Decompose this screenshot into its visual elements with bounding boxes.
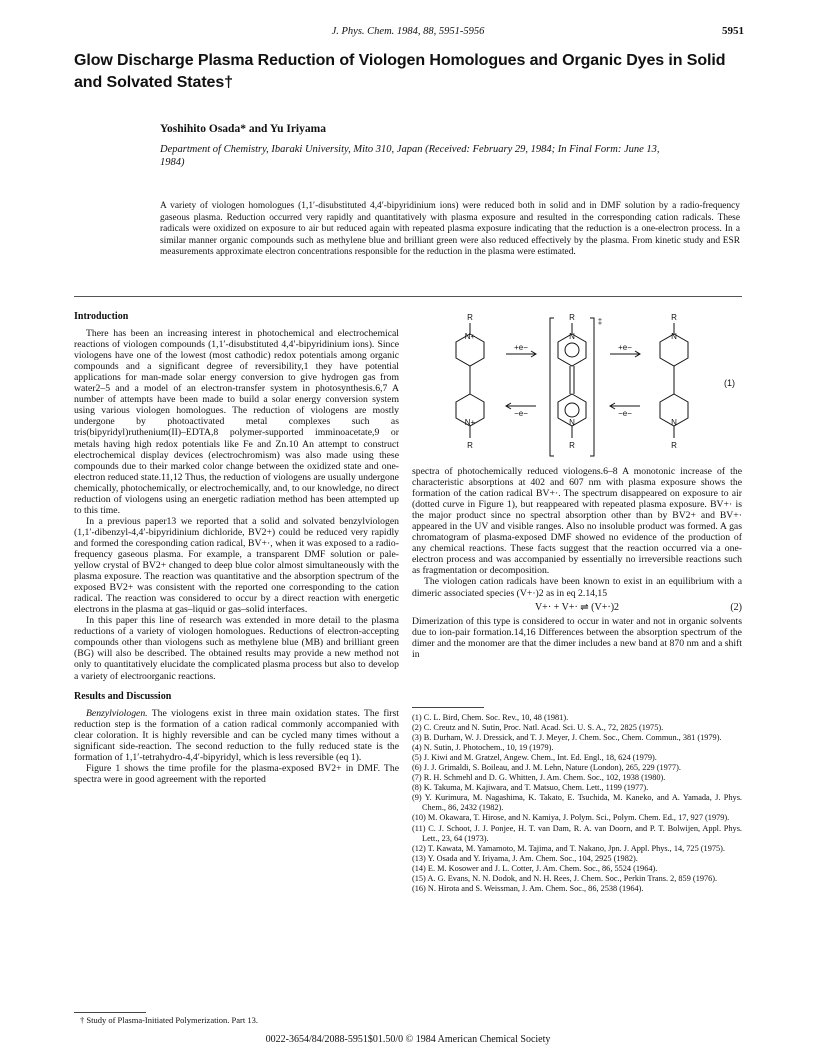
abstract: A variety of viologen homologues (1,1′-disubstituted 4,4′-bipyridinium ions) were reduced both in solid and in DMF solution by a radio-frequency gaseous plasma. Reduction occurred very rapidly and quantitatively with plasma exposure and resulted in the corresponding cation radicals. These radicals were oxidized on exposure to air but reduced again with repeated plasma exposure indicating that the reduction is a one-electron process. In a similar manner organic compounds such as methylene blue and brilliant green were also reduced effectively by the plasma. From kinetic study and ESR measurements approximate electron concentrations responsible for the reduction in the plasma were estimated.: [160, 201, 740, 258]
reference-item: (12) T. Kawata, M. Yamamoto, M. Tajima, and T. Nakano, Jpn. J. Appl. Phys., 14, 725 (1975).: [412, 843, 725, 853]
reference-item: (3) B. Durham, W. J. Dressick, and T. J. Meyer, J. Chem. Soc., Chem. Commun., 381 (1979).: [412, 733, 722, 743]
intro-paragraph-3: In this paper this line of research was extended in more detail to the plasma reductions of a variety of viologen homologues. Reductions of electron-accepting compounds other than viologens such as methylene blue (MB) and brilliant green (BG) will also be described. The obtained results may provide a new method not only to quantitatively elucidate the complicated plasma process but also to develop a variety of electroorganic reactions.: [74, 615, 399, 682]
equation-2-number: (2): [730, 601, 742, 613]
eq1-r-label-4: R: [569, 441, 575, 450]
running-header: J. Phys. Chem. 1984, 88, 5951-5956: [331, 26, 485, 37]
equation-1-scheme: [412, 310, 742, 460]
reference-item: (1) C. L. Bird, Chem. Soc. Rev., 10, 48 (1981).: [412, 713, 569, 722]
eq1-n-label-4: N: [671, 418, 677, 427]
reference-item: (16) N. Hirota and S. Weissman, J. Am. Chem. Soc., 86, 2538 (1964).: [412, 883, 644, 893]
section-heading-introduction: Introduction: [74, 311, 129, 322]
eq1-n-label-1: N: [569, 332, 575, 341]
abstract-divider: [74, 296, 742, 297]
eq1-r-label-2: R: [467, 441, 473, 450]
eq1-r-label-6: R: [671, 441, 677, 450]
eq1-dagger-label: ‡: [597, 317, 603, 326]
intro-paragraph-2: In a previous paper13 we reported that a solid and solvated benzylviologen (1,1′-dibenzyl-4,4′-bipyridinium dichloride, BV2+) could be reduced very rapidly and formed the coresponding cation radical, BV+·, when it was exposed to a radio-frequency gaseous plasma. For example, a transparent DMF solution or pale-yellow crystal of BV2+ changed to deep blue color almost simultaneously with the plasma exposure. The reaction was quantitative and the absorption spectrum of the exposed BV2+ was consistent with the reported one corresponding to the cation radical. The reaction was considered to occur by a direct reaction with energetic electrons in the plasma at gas–liquid or gas–solid interfaces.: [74, 515, 399, 616]
reference-item: (5) J. Kiwi and M. Gratzel, Angew. Chem., Int. Ed. Engl., 18, 624 (1979).: [412, 753, 657, 763]
eq1-r-label-5: R: [671, 313, 677, 322]
eq1-r-label-1: R: [467, 313, 473, 322]
references-divider: [412, 707, 484, 708]
eq1-plus-e-label-2: +e−: [618, 343, 632, 352]
page-number: 5951: [722, 25, 744, 37]
affiliation: Department of Chemistry, Ibaraki University, Mito 310, Japan (Received: February 29, 1984; In Final Form: June 13, 1984): [160, 144, 660, 168]
equation-1-number: (1): [724, 378, 735, 388]
results-paragraph-1: [74, 708, 399, 763]
results-paragraph-1-text: The viologens exist in three main oxidation states. The first reduction step is the formation of a cation radical commonly accompanied with clear coloration. It is highly reversible and can be cycled many times without a significant side-reaction. The second reduction to the fully reduced state is the formation of 1,1′-tetrahydro-4,4′-bipyridyl, which is less reversible (eq 1).: [74, 707, 399, 763]
right-paragraph-1: spectra of photochemically reduced viologens.6–8 A monotonic increase of the characteristic absorptions at 402 and 607 nm with plasma exposure shows the formation of the cation radical BV+·. The spectrum disappeared on exposure to air (dotted curve in Figure 1), but reappeared with repeated plasma exposure. BV+· is the major product since no spectral absorption other than by BV2+ and BV+· appeared in the UV and visible ranges. Also no insoluble product was formed. A gas chromatogram of plasma-exposed DMF showed no evidence of the production of any chemical reactions. These facts suggest that the reaction occurred via a one-electron process and was accompanied by essentially no irreversible reactions such as fragmentation or decomposition.: [412, 466, 742, 577]
paper-title: Glow Discharge Plasma Reduction of Viologen Homologues and Organic Dyes in Solid and Solvated States†: [74, 52, 726, 91]
viologen-redox-structures: [412, 310, 742, 460]
eq1-plus-e-label-1: +e−: [514, 343, 528, 352]
results-run-in-heading: Benzylviologen.: [86, 707, 148, 719]
section-gap: [74, 682, 399, 691]
authors: Yoshihito Osada* and Yu Iriyama: [160, 123, 326, 135]
equation-2: [412, 602, 742, 613]
reference-item: (4) N. Sutin, J. Photochem., 10, 19 (1979).: [412, 743, 554, 753]
right-paragraph-3: Dimerization of this type is considered to occur in water and not in organic solvents due to ion-pair formation.14,16 Differences between the absorption spectrum of the dimer and the monomer are that the dimer includes a new band at 870 nm and a shift in: [412, 615, 742, 660]
equation-2-text: V+· + V+· ⇌ (V+·)2: [534, 601, 620, 613]
eq1-n-label-2: N: [569, 418, 575, 427]
right-column: [412, 466, 742, 660]
reference-item: (9) Y. Kurimura, M. Nagashima, K. Takato, E. Tsuchida, M. Kaneko, and A. Yamada, J. Phys. Chem., 86, 2432 (1982).: [412, 793, 742, 813]
reference-item: (14) E. M. Kosower and J. L. Cotter, J. Am. Chem. Soc., 86, 5524 (1964).: [412, 863, 658, 873]
references-list: [412, 713, 742, 894]
footnote: † Study of Plasma-Initiated Polymerization. Part 13.: [80, 1015, 259, 1025]
eq1-n-label-3: N: [671, 332, 677, 341]
reference-item: (2) C. Creutz and N. Sutin, Proc. Natl. Acad. Sci. U. S. A., 72, 2825 (1975).: [412, 723, 664, 733]
eq1-nplus-label-1: N+: [464, 332, 476, 341]
reference-item: (6) J. J. Grimaldi, S. Boileau, and J. M. Lehn, Nature (London), 265, 229 (1977).: [412, 763, 681, 773]
left-column: [74, 311, 399, 785]
reference-item: (10) M. Okawara, T. Hirose, and N. Kamiya, J. Polym. Sci., Polym. Chem. Ed., 17, 927 (1979).: [412, 813, 730, 823]
right-paragraph-2: The viologen cation radicals have been known to exist in an equilibrium with a dimeric associated species (V+·)2 as in eq 2.14,15: [412, 576, 742, 599]
eq1-r-label-3: R: [569, 313, 575, 322]
footnote-divider: [74, 1012, 146, 1013]
reference-item: (8) K. Takuma, M. Kajiwara, and T. Matsuo, Chem. Lett., 1199 (1977).: [412, 783, 649, 793]
reference-item: (7) R. H. Schmehl and D. G. Whitten, J. Am. Chem. Soc., 102, 1938 (1980).: [412, 773, 666, 783]
reference-item: (13) Y. Osada and Y. Iriyama, J. Am. Chem. Soc., 104, 2925 (1982).: [412, 853, 638, 863]
reference-item: (15) A. G. Evans, N. N. Dodok, and N. H. Rees, J. Chem. Soc., Perkin Trans. 2, 859 (1976).: [412, 873, 718, 883]
page-footer: 0022-3654/84/2088-5951$01.50/0 © 1984 American Chemical Society: [265, 1034, 551, 1045]
eq1-minus-e-label-2: −e−: [618, 409, 632, 418]
intro-paragraph-1: There has been an increasing interest in photochemical and electrochemical reactions of viologen compounds (1,1′-disubstituted 4,4′-bipyridinium ions). Since viologens have one of the lowest (most cathodic) redox potentials among organic compounds and a significant degree of reversibility,1 they have potential applications for man-made solar energy conversion to give hydrogen gas from water2–5 and a model of an electron-transfer system in photosynthesis.6,7 A number of attempts have been made to build a solar energy conversion system using various viologen homologues. The reduction of viologens are mostly undergone by photoactivated metal complexes such as tris(bipyridyl)ruthenium(II)–EDTA,8 polymer-supported imminoacetate,9 or metals having high redox potentials like Fe and Zn.10 An attempt to construct electrochemical display devices (electrochromism) was also made using these compounds due to their marked color change between the oxidized state and one-electron reduced state.11,12 Thus, the reduction of viologens are usually undergone chemically, photochemically, or electrochemically, and, to our knowledge, no direct reduction of viologens using an energetic radiation method has been attempted up to this time.: [74, 328, 399, 516]
eq1-minus-e-label-1: −e−: [514, 409, 528, 418]
reference-item: (11) C. J. Schoot, J. J. Ponjee, H. T. van Dam, R. A. van Doorn, and P. T. Bolwijen, Appl. Phys. Lett., 23, 64 (1973).: [412, 823, 742, 843]
section-heading-results: Results and Discussion: [74, 690, 172, 702]
results-paragraph-2: Figure 1 shows the time profile for the plasma-exposed BV2+ in DMF. The spectra were in good agreement with the reported: [74, 762, 399, 785]
eq1-nplus-label-2: N+: [464, 418, 476, 427]
